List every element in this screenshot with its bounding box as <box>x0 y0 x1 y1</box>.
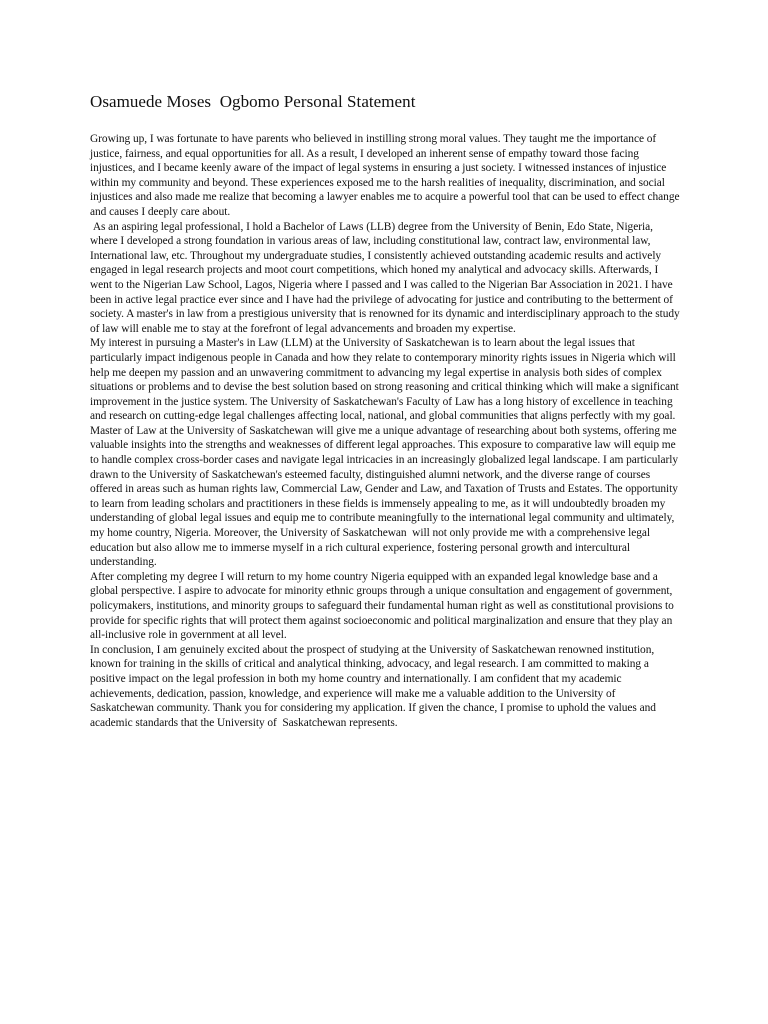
paragraph-conclusion: In conclusion, I am genuinely excited about the prospect of studying at the University of Saskatchewan renowned institution, known for training in the skills of critical and analytical thinking, advocacy, and legal research. I am committed to making a positive impact on the legal profession in both my home country and internationally. I am confident that my academic achievements, dedication, passion, knowledge, and experience will make me a valuable addition to the University of Saskatchewan community. Thank you for considering my application. If given the chance, I promise to uphold the values and academic standards that the University of Saskatchewan represents. <box>90 643 659 729</box>
paragraph-llm-interest: My interest in pursuing a Master's in Law (LLM) at the University of Saskatchewan is to learn about the legal issues that particularly impact indigenous people in Canada and how they relate to contemporary minority rights issues in Nigeria which will help me deepen my passion and an unwavering commitment to advancing my legal expertise in analysis both sides of complex situations or problems and to devise the best solution based on strong reasoning and critical thinking which will make a significant improvement in the justice system. The University of Saskatchewan's Faculty of Law has a long history of excellence in teaching and research on cutting-edge legal challenges affecting local, national, and global communities that aligns perfectly with my goal. <box>90 337 682 423</box>
paragraph-education: As an aspiring legal professional, I hold a Bachelor of Laws (LLB) degree from the University of Benin, Edo State, Nigeria, where I developed a strong foundation in various areas of law, including constitutional law, contract law, environmental law, International law, etc. Throughout my undergraduate studies, I consistently achieved outstanding academic results and actively engaged in legal research projects and moot court competitions, which honed my analytical and advocacy skills. Afterwards, I went to the Nigerian Law School, Lagos, Nigeria where I passed and I was called to the Nigerian Bar Association in 2021. I have been in active legal practice ever since and I have had the privilege of advocating for justice and contributing to the betterment of society. A master's in law from a prestigious university that is renowned for its dynamic and interdisciplinary approach to the study of law will enable me to stay at the forefront of legal advancements and broaden my expertise. <box>90 220 683 335</box>
document-body <box>90 132 683 730</box>
paragraph-upbringing: Growing up, I was fortunate to have parents who believed in instilling strong moral values. They taught me the importance of justice, fairness, and equal opportunities for all. As a result, I developed an inherent sense of empathy toward those facing injustices, and I became keenly aware of the impact of legal systems in ensuring a just society. I witnessed instances of injustice within my community and beyond. These experiences exposed me to the harsh realities of inequality, discrimination, and social injustices and also made me realize that becoming a lawyer enables me to acquire a powerful tool that can be used to effect change and causes I deeply care about. <box>90 133 683 218</box>
paragraph-comparative-law: Master of Law at the University of Saskatchewan will give me a unique advantage of researching about both systems, offering me valuable insights into the strengths and weaknesses of different legal approaches. This exposure to comparative law will equip me to handle complex cross-border cases and navigate legal intricacies in an increasingly globalized legal landscape. I am particularly drawn to the University of Saskatchewan's esteemed faculty, distinguished alumni network, and the diverse range of courses offered in areas such as human rights law, Commercial Law, Gender and Law, and Taxation of Trusts and Estates. The opportunity to learn from leading scholars and practitioners in these fields is immensely appealing to me, as it will undoubtedly broaden my understanding of global legal issues and equip me to contribute meaningfully to the international legal community and ultimately, my home country, Nigeria. Moreover, the University of Saskatchewan will not only provide me with a comprehensive legal education but also allow me to immerse myself in a rich cultural experience, fostering personal growth and intercultural understanding. <box>90 424 681 569</box>
document-title: Osamuede Moses Ogbomo Personal Statement <box>90 92 416 111</box>
paragraph-future-plans: After completing my degree I will return to my home country Nigeria equipped with an expanded legal knowledge base and a global perspective. I aspire to advocate for minority ethnic groups through a unique consultation and engagement of government, policymakers, institutions, and minority groups to safeguard their fundamental human right as well as constitutional provisions to provide for specific rights that will protect them against socioeconomic and political marginalization and ensure that they play an all-inclusive role in government at all level. <box>90 570 677 642</box>
document-page <box>90 92 683 730</box>
